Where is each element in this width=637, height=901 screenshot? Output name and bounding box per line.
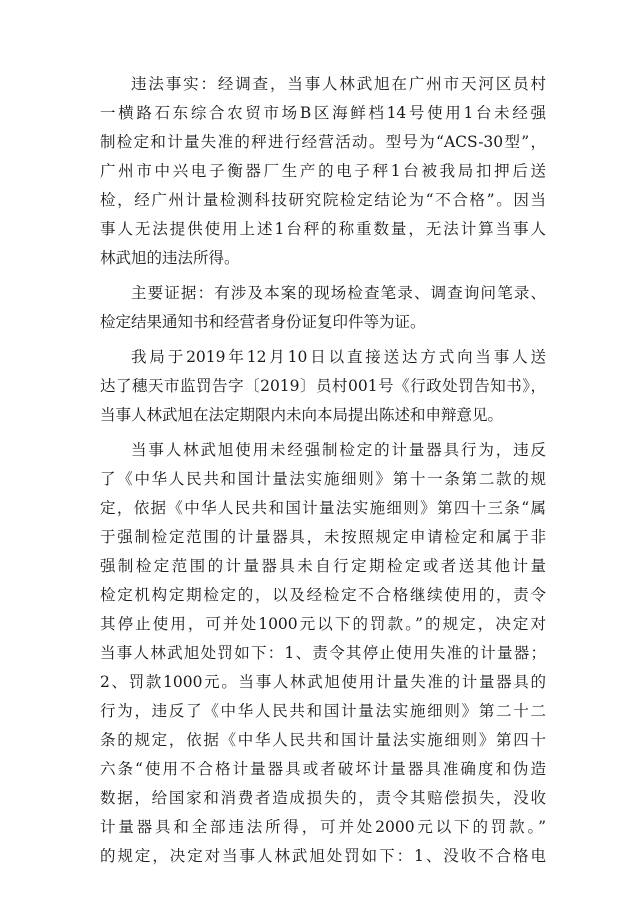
- text-line: 当事人林武旭处罚如下：1、责令其停止使用失准的计量器；: [100, 644, 546, 662]
- text-line: 事人无法提供使用上述1台秤的称重数量，无法计算当事人: [100, 220, 546, 238]
- text-line: 计量器具和全部违法所得，可并处2000元以下的罚款。”: [100, 818, 546, 836]
- text-line: 于强制检定范围的计量器具，未按照规定申请检定和属于非: [100, 528, 546, 546]
- paragraph-penalty-decision: [100, 436, 546, 871]
- document-body: [100, 70, 546, 871]
- text-line: 广州市中兴电子衡器厂生产的电子秤1台被我局扣押后送: [100, 162, 546, 180]
- text-line: 其停止使用，可并处1000元以下的罚款。”的规定，决定对: [100, 615, 546, 633]
- text-line: 的规定，决定对当事人林武旭处罚如下：1、没收不合格电: [100, 847, 546, 865]
- text-line: 当事人林武旭使用未经强制检定的计量器具行为，违反: [131, 441, 546, 459]
- text-line: 违法事实：经调查，当事人林武旭在广州市天河区员村: [131, 75, 546, 93]
- text-line: 主要证据：有涉及本案的现场检查笔录、调查询问笔录、: [131, 284, 546, 302]
- text-line: 检，经广州计量检测科技研究院检定结论为“不合格”。因当: [100, 191, 546, 209]
- text-line: 制检定和计量失准的秤进行经营活动。型号为“ACS-30型”，: [100, 133, 546, 151]
- text-line: 检定机构定期检定的，以及经检定不合格继续使用的，责令: [100, 586, 546, 604]
- paragraph-main-evidence: [100, 279, 546, 337]
- text-line: 数据，给国家和消费者造成损失的，责令其赔偿损失，没收: [100, 789, 546, 807]
- text-line: 定，依据《中华人民共和国计量法实施细则》第四十三条“属: [100, 499, 546, 517]
- text-line: 行为，违反了《中华人民共和国计量法实施细则》第二十二: [100, 702, 546, 720]
- text-line: 一横路石东综合农贸市场B区海鲜档14号使用1台未经强: [100, 104, 546, 122]
- text-line: 检定结果通知书和经营者身份证复印件等为证。: [100, 313, 426, 331]
- text-line: 2、罚款1000元。当事人林武旭使用计量失准的计量器具的: [100, 673, 546, 691]
- paragraph-notice-delivery: [100, 343, 546, 430]
- text-line: 我局于2019年12月10日以直接送达方式向当事人送: [131, 348, 546, 366]
- text-line: 达了穗天市监罚告字〔2019〕员村001号《行政处罚告知书》，: [100, 377, 546, 395]
- text-line: 当事人林武旭在法定期限内未向本局提出陈述和申辩意见。: [100, 406, 504, 424]
- text-line: 强制检定范围的计量器具未自行定期检定或者送其他计量: [100, 557, 546, 575]
- text-line: 了《中华人民共和国计量法实施细则》第十一条第二款的规: [100, 470, 546, 488]
- text-line: 林武旭的违法所得。: [100, 249, 240, 267]
- paragraph-violation-facts: [100, 70, 546, 273]
- text-line: 条的规定，依据《中华人民共和国计量法实施细则》第四十: [100, 731, 546, 749]
- text-line: 六条“使用不合格计量器具或者破坏计量器具准确度和伪造: [100, 760, 546, 778]
